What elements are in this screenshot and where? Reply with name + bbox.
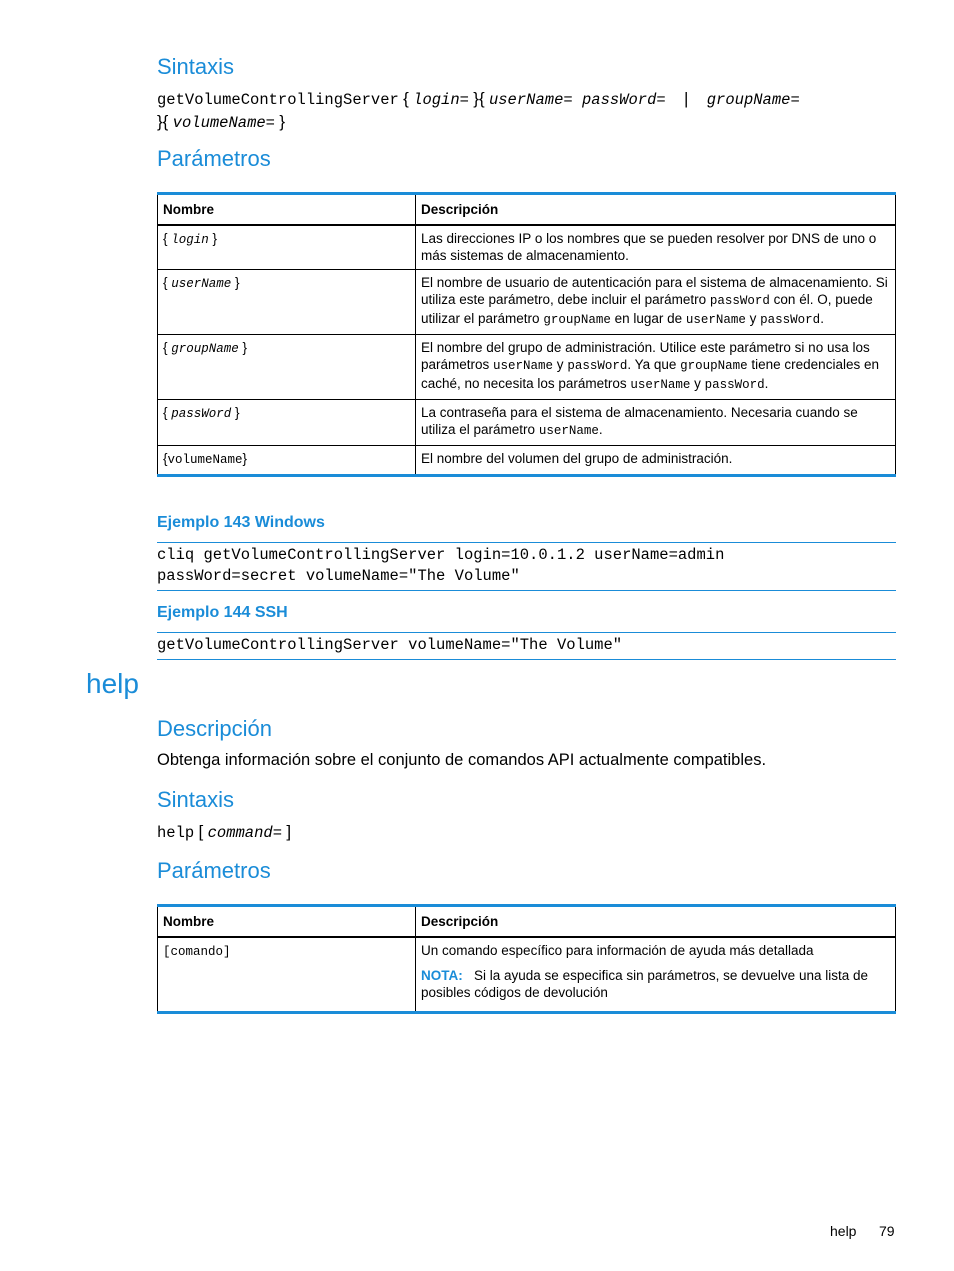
table-row [158, 446, 896, 476]
example-heading: Ejemplo 143 Windows [157, 514, 325, 531]
table-row [158, 225, 896, 270]
syntax-block: getVolumeControllingServer { login= }{ userName= passWord= | groupName= }{ volumeName= } [157, 89, 800, 132]
param-name: { login } [158, 225, 416, 270]
param-name: {volumeName} [158, 446, 416, 476]
table-row [158, 937, 896, 1013]
col-header-desc: Descripción [416, 906, 896, 938]
note-label: NOTA: [421, 968, 463, 983]
page-title: help [86, 668, 139, 699]
params-heading: Parámetros [157, 146, 271, 171]
example-code-block: cliq getVolumeControllingServer login=10.0.1.2 userName=admin passWord=secret volumeName="The Volume" [157, 542, 896, 591]
params-table [157, 192, 896, 477]
syntax-arg: command= [207, 824, 282, 842]
syntax-arg: userName= passWord= [488, 91, 666, 109]
param-name: [comando] [158, 937, 416, 1013]
param-desc: El nombre del volumen del grupo de administración. [416, 446, 896, 476]
col-header-desc: Descripción [416, 194, 896, 226]
params-table-wrap [157, 192, 896, 477]
syntax-arg: groupName= [706, 91, 800, 109]
table-row [158, 400, 896, 446]
page-number: 79 [879, 1223, 895, 1239]
col-header-name: Nombre [158, 906, 416, 938]
syntax-command: getVolumeControllingServer [157, 91, 399, 109]
note: NOTA: Si la ayuda se especifica sin parámetros, se devuelve una lista de posibles códigos de devolución [421, 968, 868, 1000]
description-text: Obtenga información sobre el conjunto de comandos API actualmente compatibles. [157, 751, 767, 769]
params-heading: Parámetros [157, 858, 271, 883]
param-name: { groupName } [158, 335, 416, 400]
syntax-command: help [157, 824, 195, 842]
params-table-wrap [157, 904, 896, 1014]
param-desc: El nombre de usuario de autenticación para el sistema de almacenamiento. Si utiliza este parámetro, debe incluir el parámetro passWord con él. O, puede utilizar el parámetro groupName en lugar de userName y passWord. [416, 270, 896, 335]
param-desc: Un comando específico para información de ayuda más detallada NOTA: Si la ayuda se especifica sin parámetros, se devuelve una lista de posibles códigos de devolución [416, 937, 896, 1013]
example-code-block: getVolumeControllingServer volumeName="The Volume" [157, 632, 896, 660]
syntax-heading: Sintaxis [157, 54, 235, 79]
table-row [158, 335, 896, 400]
syntax-arg: login= [413, 91, 469, 109]
params-table [157, 904, 896, 1014]
param-name: { userName } [158, 270, 416, 335]
param-name: { passWord } [158, 400, 416, 446]
param-desc: El nombre del grupo de administración. Utilice este parámetro si no usa los parámetros userName y passWord. Ya que groupName tiene credenciales en caché, no necesita los parámetros userName y passWord. [416, 335, 896, 400]
footer-label: help [830, 1223, 857, 1239]
param-desc: La contraseña para el sistema de almacenamiento. Necesaria cuando se utiliza el parámetro userName. [416, 400, 896, 446]
description-heading: Descripción [157, 716, 272, 741]
col-header-name: Nombre [158, 194, 416, 226]
param-desc: Las direcciones IP o los nombres que se pueden resolver por DNS de uno o más sistemas de almacenamiento. [416, 225, 896, 270]
syntax-heading: Sintaxis [157, 787, 235, 812]
example-heading: Ejemplo 144 SSH [157, 604, 288, 621]
syntax-block: help [ command= ] [157, 822, 292, 842]
table-row [158, 270, 896, 335]
syntax-arg: volumeName= [172, 114, 275, 132]
